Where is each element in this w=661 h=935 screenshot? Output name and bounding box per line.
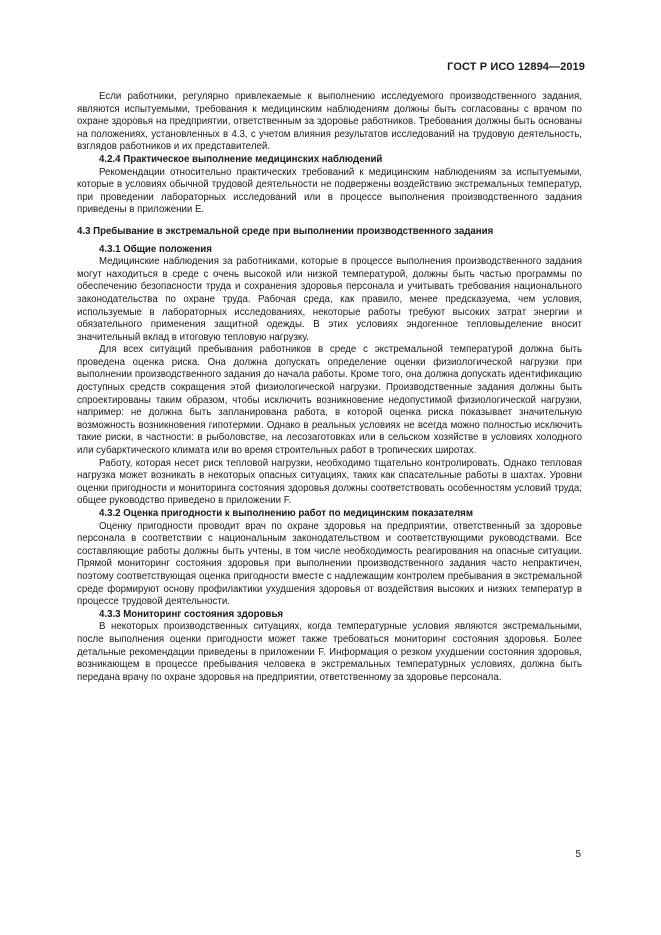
paragraph: Если работники, регулярно привлекаемые к выполнению исследуемого производственного задания, являются испытуемыми, требования к медицинским наблюдениям должны быть согласованы с врачом по охране здоровья на предприятии, ответственным за здоровье работников. Требования должны быть основаны на положениях, установленных в 4.3, с учетом влияния результатов исследований на трудовую деятельность, взглядов работников и их представителей. [77,91,582,153]
section-heading-4-3: 4.3 Пребывание в экстремальной среде при выполнении производственного задания [77,225,494,237]
paragraph: Рекомендации относительно практических требований к медицинским наблюдениям за испытуемыми, которые в условиях обычной трудовой деятельности не подвержены воздействию экстремальных температур, при проведении лабораторных исследований или в процессе выполнения производственного задания приведены в приложении Е. [77,166,582,216]
paragraph: В некоторых производственных ситуациях, когда температурные условия являются экстремальными, после выполнения оценки пригодности может также требоваться мониторинг состояния здоровья. Более детальные рекомендации приведены в приложении F. Информация о резком ухудшении состояния здоровья, возникающем в процессе пребывания человека в экстремальных температурных условиях, должна быть передана врачу по охране здоровья на предприятии, ответственному за здоровье персонала. [77,621,582,683]
section-heading-4-3-2: 4.3.2 Оценка пригодности к выполнению работ по медицинским показателям [99,508,473,519]
document-standard-header: ГОСТ Р ИСО 12894—2019 [447,61,585,73]
section-heading-4-3-1: 4.3.1 Общие положения [99,243,212,255]
page-number: 5 [575,849,581,860]
section-heading-4-2-4: 4.2.4 Практическое выполнение медицинских наблюдений [99,153,383,165]
paragraph: Оценку пригодности проводит врач по охране здоровья на предприятии, ответственный за здоровье персонала в соответствии с национальным законодательством и соответствующими руководствами. Все составляющие работы должны быть учтены, в том числе необходимость реагирования на опасные ситуации. Прямой мониторинг состояния здоровья при выполнении производственного задания часто непрактичен, поэтому соответствующая оценка пригодности вместе с надлежащим контролем пребывания в экстремальной среде формируют основу профилактики ухудшения здоровья от воздействия высоких и низких температур в процессе трудовой деятельности. [77,520,582,608]
paragraph: Работу, которая несет риск тепловой нагрузки, необходимо тщательно контролировать. Однако тепловая нагрузка может возникать в некоторых опасных ситуациях, таких как спасательные работы в шахтах. Уровни оценки пригодности и мониторинга состояния здоровья должны соответствовать особенностям условий труда; общее руководство приведено в приложении F. [77,457,582,507]
paragraph: Для всех ситуаций пребывания работников в среде с экстремальной температурой должна быть проведена оценка риска. Она должна допускать определение оценки физиологической нагрузки при выполнении производственного задания до начала работы. Кроме того, она должна допускать идентификацию доступных средств сокращения этой физиологической нагрузки. Производственные задания должны быть спроектированы таким образом, чтобы исключить возникновение недопустимой физиологической нагрузки, например: не должна быть запланирована работа, в которой оценка риска показывает значительную возможность возникновения гипотермии. Однако в реальных условиях не всегда можно полностью исключить такие риски, в частности: в рыболовстве, на лесозаготовках или в сельском хозяйстве в условиях холодного или субарктического климата или во время строительных работ в тропических широтах. [77,344,582,457]
document-body [77,91,582,684]
section-heading-4-3-3: 4.3.3 Мониторинг состояния здоровья [99,608,284,620]
paragraph: Медицинские наблюдения за работниками, которые в процессе выполнения производственного задания могут находиться в среде с очень высокой или низкой температурой, должны быть частью программы по обеспечению безопасности труда и сохранения здоровья персонала и учитывать требования национального законодательства по охране труда. Рабочая среда, как правило, менее предсказуема, чем условия, используемые в лабораторных исследованиях, некоторые работы требуют высоких затрат энергии и обязательного применения защитной одежды. В этих условиях эндогенное тепловыделение вносит значительный вклад в итоговую тепловую нагрузку. [77,256,582,343]
